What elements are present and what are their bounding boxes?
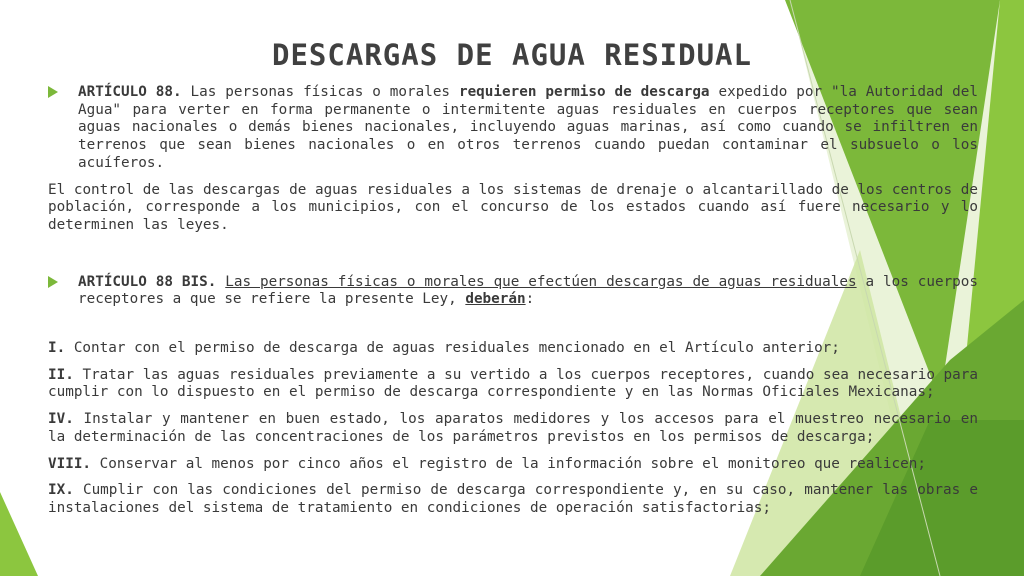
list-item-IX: IX. Cumplir con las condiciones del permiso de descarga correspondiente y, en su caso, mantener las obras e instalaciones del sistema de tratamiento en condiciones de operación satisfactorias; xyxy=(48,482,978,516)
article-88-label: ARTÍCULO 88. xyxy=(78,84,182,100)
article-88-bullet xyxy=(48,84,978,173)
triangle-bullet-icon xyxy=(48,86,58,98)
triangle-bullet-icon xyxy=(48,276,58,288)
article-88-bis-underlined: Las personas físicas o morales que efectúen descargas de aguas residuales xyxy=(225,273,857,290)
article-88-bis-deberan: deberán xyxy=(465,291,526,308)
list-item-I: I. Contar con el permiso de descarga de aguas residuales mencionado en el Artículo anterior; xyxy=(48,340,840,357)
control-paragraph: El control de las descargas de aguas residuales a los sistemas de drenaje o alcantarillado de los centros de población, corresponde a los municipios, con el concurso de los estados cuando así fuere necesario y lo determinen las leyes. xyxy=(48,181,978,233)
article-88-post: expedido por "la Autoridad del Agua" para verter en forma permanente o intermitente aguas residuales en cuerpos receptores que sean aguas nacionales o demás bienes nacionales, incluyendo aguas marinas, así como cuando se infiltren en terrenos que sean bienes nacionales o en otros terrenos cuando puedan contaminar el subsuelo o los acuíferos. xyxy=(78,84,978,171)
list-item-II: II. Tratar las aguas residuales previamente a su vertido a los cuerpos receptores, cuando sea necesario para cumplir con lo dispuesto en el permiso de descarga correspondiente y en las Normas Oficiales Mexicanas; xyxy=(48,366,978,401)
article-88-bis-middle: a los cuerpos receptores a que se refiere la presente Ley, xyxy=(78,273,978,308)
article-88-bis-label: ARTÍCULO 88 BIS. xyxy=(78,273,217,290)
slide-title: DESCARGAS DE AGUA RESIDUAL xyxy=(272,38,752,72)
article-88-pre: Las personas físicas o morales xyxy=(181,84,459,100)
article-88-bis-bullet: ARTÍCULO 88 BIS. Las personas físicas o morales que efectúen descargas de aguas residuales a los cuerpos receptores a que se refiere la presente Ley, deberán: xyxy=(48,274,978,309)
list-item-VIII: VIII. Conservar al menos por cinco años el registro de la información sobre el monitoreo que realicen; xyxy=(48,455,926,472)
list-item-IV: IV. Instalar y mantener en buen estado, los aparatos medidores y los accesos para el muestreo necesario en la determinación de las concentraciones de los parámetros previstos en los permisos de descarga; xyxy=(48,411,978,445)
slide-body xyxy=(48,84,978,518)
article-88-bold: requieren permiso de descarga xyxy=(458,84,710,100)
